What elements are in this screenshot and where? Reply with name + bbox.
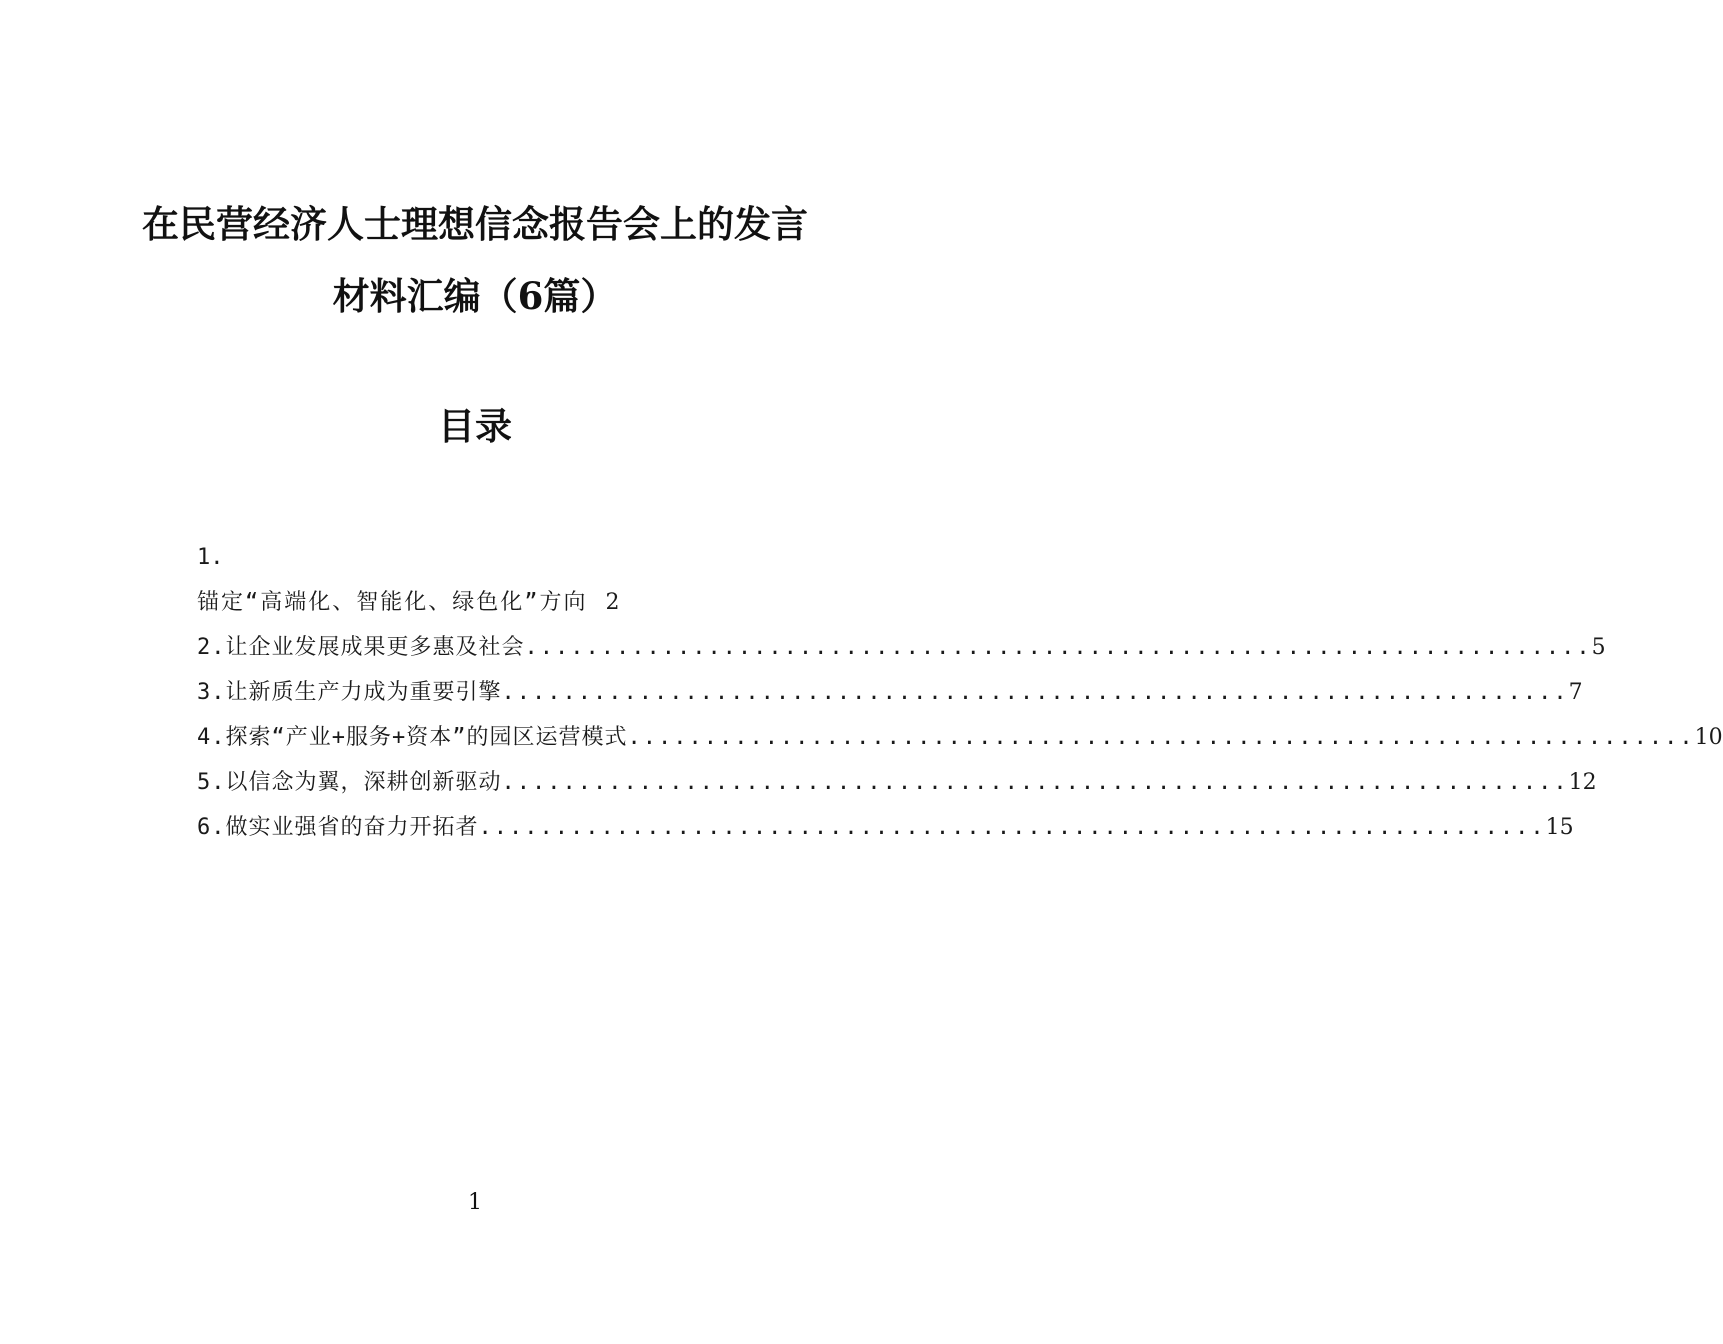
toc-item-4-leader: ...................................................................... [627,725,1695,750]
document-title-line-2: 材料汇编（6篇） [332,274,618,318]
toc-item-1[interactable] [197,580,807,625]
toc-item-1-number: 1. [197,545,224,570]
toc-item-5[interactable] [197,760,1597,805]
toc-item-5-text: 5.以信念为翼，深耕创新驱动 [197,770,502,795]
toc-item-4[interactable] [197,715,1723,760]
toc-item-6[interactable] [197,805,1574,850]
toc-item-3-page: 7 [1568,680,1583,705]
toc-item-1-text: 锚定“高端化、智能化、绿色化”方向 [197,590,588,615]
toc-item-3[interactable] [197,670,1583,715]
toc-item-2-text: 2.让企业发展成果更多惠及社会 [197,635,525,660]
toc-item-6-text: 6.做实业强省的奋力开拓者 [197,815,479,840]
toc-item-2[interactable] [197,625,1606,670]
page-number: 1 [468,1190,482,1215]
toc-heading: 目录 [438,404,512,448]
toc-item-4-page: 10 [1694,725,1723,750]
toc-item-1-number-row [197,535,807,580]
toc-item-5-page: 12 [1568,770,1597,795]
toc-item-6-leader: ...................................................................... [478,815,1546,840]
toc-item-2-page: 5 [1591,635,1606,660]
toc-item-6-page: 15 [1545,815,1574,840]
toc-item-3-text: 3.让新质生产力成为重要引擎 [197,680,502,705]
table-of-contents [197,535,1723,850]
toc-item-5-leader: ...................................................................... [501,770,1569,795]
toc-item-1-page: 2 [605,590,620,615]
toc-item-4-text: 4.探索“产业+服务+资本”的园区运营模式 [197,725,628,750]
toc-item-2-leader: ...................................................................... [524,635,1592,660]
document-title-line-1: 在民营经济人士理想信念报告会上的发言 [142,202,808,246]
document-title [0,188,950,332]
toc-item-3-leader: ...................................................................... [501,680,1569,705]
